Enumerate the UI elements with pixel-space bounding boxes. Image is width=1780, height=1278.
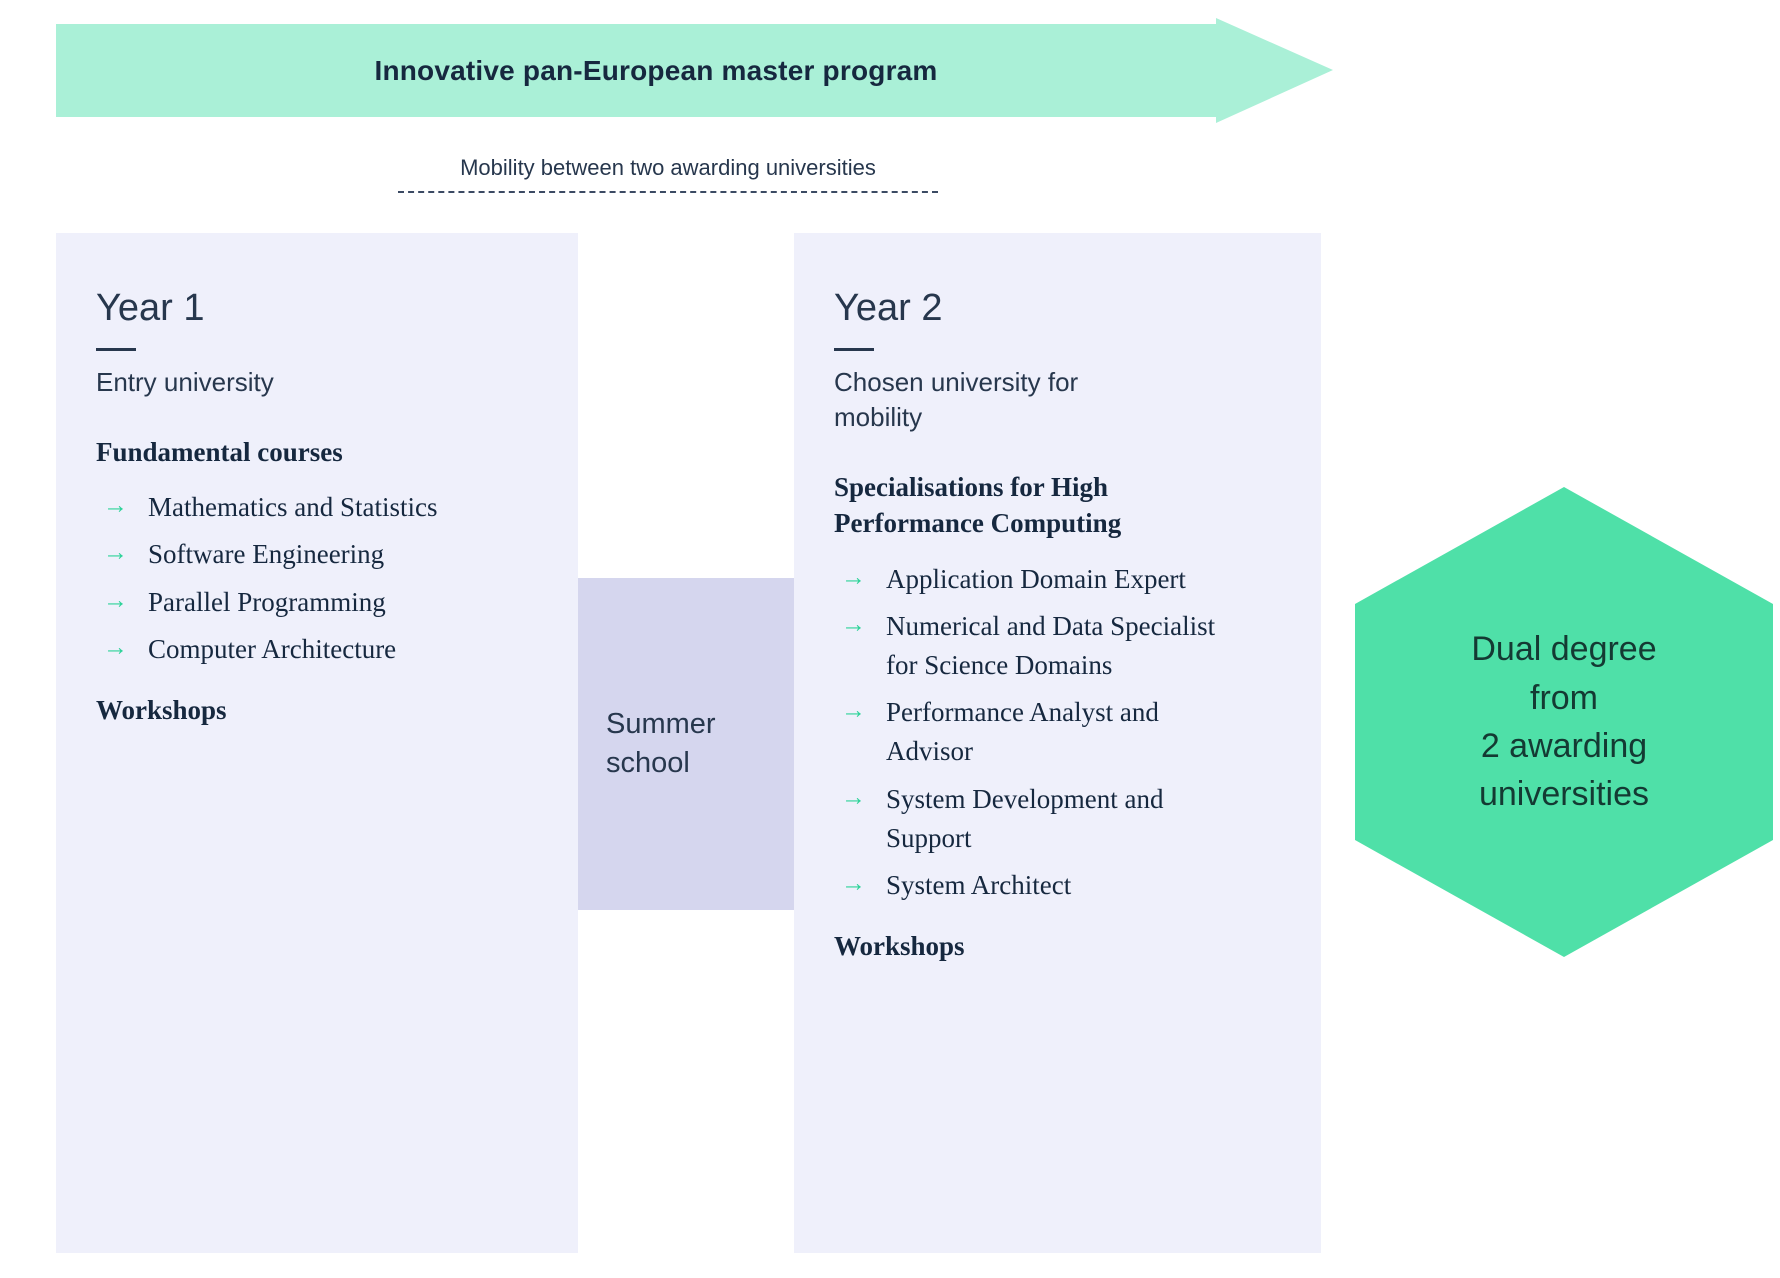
list-item-label: Mathematics and Statistics xyxy=(148,492,438,523)
list-item-label: Computer Architecture xyxy=(148,633,397,664)
list-item xyxy=(841,607,1216,685)
list-item xyxy=(103,630,478,669)
dual-degree-line-3: 2 awarding xyxy=(1480,727,1648,765)
list-item-label: Application Domain Expert xyxy=(886,563,1186,594)
year-2-subtitle: Chosen university for mobility xyxy=(834,366,1079,432)
arrow-bullet-icon: → xyxy=(841,697,866,725)
summer-school-block xyxy=(578,578,800,910)
list-item xyxy=(841,693,1216,771)
program-banner xyxy=(56,18,1333,123)
list-item xyxy=(103,583,478,622)
list-item-label: System Architect xyxy=(886,869,1072,900)
year-1-divider xyxy=(96,348,136,351)
year-1-subtitle: Entry university xyxy=(96,366,274,397)
arrow-bullet-icon: → xyxy=(841,783,866,811)
mobility-dashed-line xyxy=(398,191,938,193)
list-item-label: Software Engineering xyxy=(148,539,385,570)
year-2-section-heading: Specialisations for High Performance Computing xyxy=(834,471,1122,539)
list-item xyxy=(841,866,1216,905)
list-item-label: Numerical and Data Specialist for Science Domains xyxy=(886,611,1216,681)
year-2-divider xyxy=(834,348,874,351)
arrow-bullet-icon: → xyxy=(103,492,128,520)
year-2-title: Year 2 xyxy=(834,287,943,329)
year-1-workshops: Workshops xyxy=(96,694,227,725)
year-1-title: Year 1 xyxy=(96,287,205,329)
year-1-panel xyxy=(56,233,578,1253)
dual-degree-hexagon xyxy=(1355,487,1773,957)
arrow-bullet-icon: → xyxy=(103,539,128,567)
list-item xyxy=(841,560,1216,599)
arrow-bullet-icon: → xyxy=(103,633,128,661)
list-item xyxy=(841,780,1216,858)
list-item-label: Parallel Programming xyxy=(148,586,386,617)
dual-degree-line-4: universities xyxy=(1478,775,1650,814)
arrow-bullet-icon: → xyxy=(841,869,866,897)
banner-title: Innovative pan-European master program xyxy=(374,54,938,86)
dual-degree-line-1: Dual degree xyxy=(1471,630,1657,669)
year-2-panel xyxy=(794,233,1321,1253)
dual-degree-label xyxy=(1355,487,1773,957)
year-2-course-list xyxy=(834,560,1281,905)
arrow-bullet-icon: → xyxy=(841,563,866,591)
year-1-course-list xyxy=(96,488,538,669)
list-item xyxy=(103,535,478,574)
year-1-section-heading: Fundamental courses xyxy=(96,436,343,467)
summer-school-label: Summer school xyxy=(606,707,716,779)
list-item-label: Performance Analyst and Advisor xyxy=(886,697,1159,767)
arrow-bullet-icon: → xyxy=(103,586,128,614)
year-2-workshops: Workshops xyxy=(834,930,965,961)
list-item xyxy=(103,488,478,527)
mobility-note xyxy=(398,155,938,193)
mobility-note-text: Mobility between two awarding universities xyxy=(460,155,876,180)
list-item-label: System Development and Support xyxy=(886,783,1164,853)
arrow-bullet-icon: → xyxy=(841,611,866,638)
dual-degree-line-2: from xyxy=(1530,678,1598,717)
